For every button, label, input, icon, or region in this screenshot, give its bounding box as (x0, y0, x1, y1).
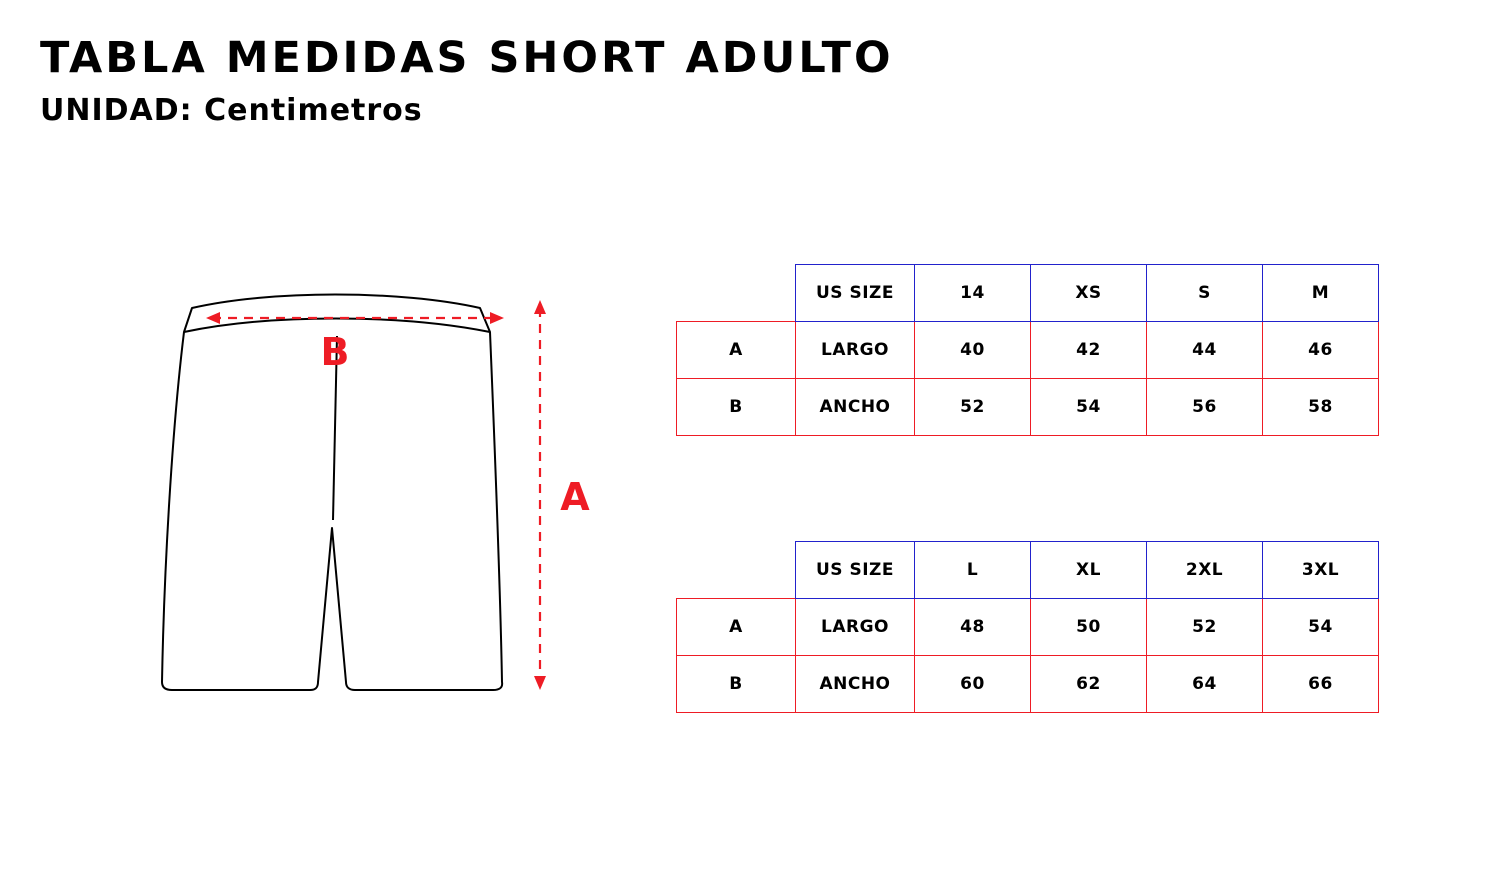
row-measure: ANCHO (796, 656, 915, 713)
header-size-2: XS (1031, 265, 1147, 322)
header-size-4: M (1263, 265, 1379, 322)
row-code: B (677, 379, 796, 436)
row-measure: LARGO (796, 322, 915, 379)
row-value: 44 (1147, 322, 1263, 379)
row-value: 64 (1147, 656, 1263, 713)
row-code: A (677, 322, 796, 379)
header-us-size: US SIZE (796, 265, 915, 322)
header-size-3: S (1147, 265, 1263, 322)
row-measure: ANCHO (796, 379, 915, 436)
row-code: A (677, 599, 796, 656)
row-value: 40 (915, 322, 1031, 379)
header-size-1: L (915, 542, 1031, 599)
size-table-2 (676, 541, 1379, 713)
row-value: 54 (1031, 379, 1147, 436)
header-size-3: 2XL (1147, 542, 1263, 599)
row-value: 52 (915, 379, 1031, 436)
table-row (677, 656, 1379, 713)
table-header-row (677, 265, 1379, 322)
header-block (40, 33, 894, 129)
table-row (677, 599, 1379, 656)
table-row (677, 322, 1379, 379)
unit-subtitle: UNIDAD: Centimetros (40, 93, 423, 129)
page-title: TABLA MEDIDAS SHORT ADULTO (40, 33, 894, 83)
table-row (677, 379, 1379, 436)
row-value: 48 (915, 599, 1031, 656)
row-value: 50 (1031, 599, 1147, 656)
length-label-a: A (560, 475, 590, 519)
table-header-row (677, 542, 1379, 599)
shorts-illustration (150, 270, 620, 720)
row-measure: LARGO (796, 599, 915, 656)
row-value: 46 (1263, 322, 1379, 379)
row-value: 62 (1031, 656, 1147, 713)
header-corner-cell (677, 542, 796, 599)
size-table-1 (676, 264, 1379, 436)
row-value: 42 (1031, 322, 1147, 379)
row-value: 56 (1147, 379, 1263, 436)
width-label-b: B (320, 330, 350, 374)
header-size-1: 14 (915, 265, 1031, 322)
row-value: 58 (1263, 379, 1379, 436)
header-size-2: XL (1031, 542, 1147, 599)
row-value: 52 (1147, 599, 1263, 656)
header-corner-cell (677, 265, 796, 322)
header-size-4: 3XL (1263, 542, 1379, 599)
header-us-size: US SIZE (796, 542, 915, 599)
row-value: 66 (1263, 656, 1379, 713)
row-value: 60 (915, 656, 1031, 713)
row-code: B (677, 656, 796, 713)
row-value: 54 (1263, 599, 1379, 656)
